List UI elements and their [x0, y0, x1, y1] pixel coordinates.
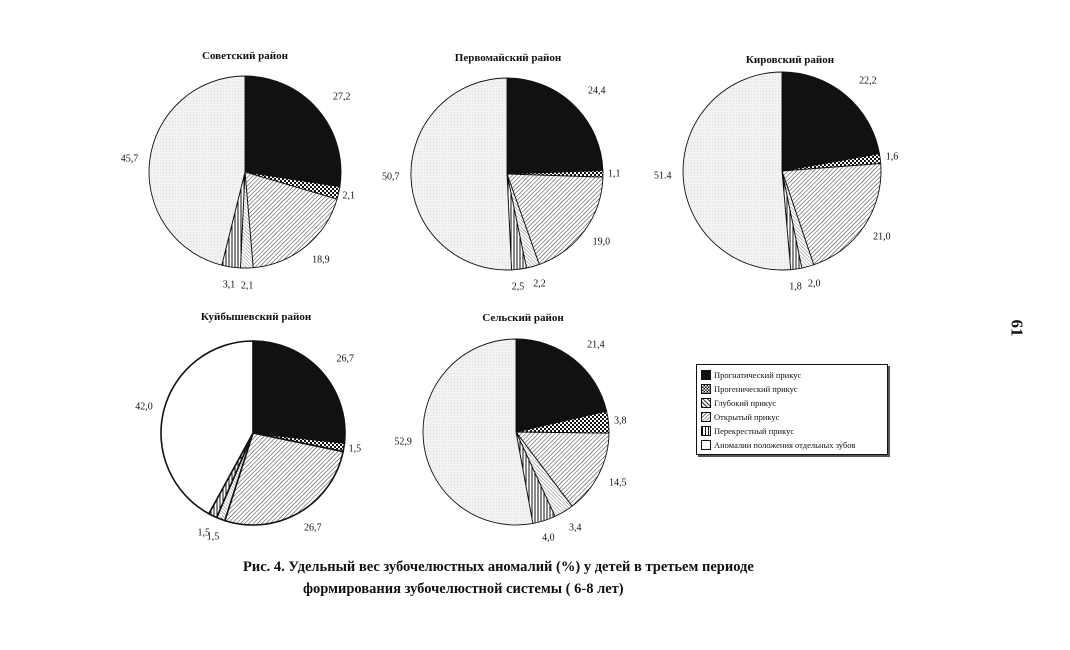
- legend-swatch-deep: [701, 398, 711, 408]
- value-label-open: 2,2: [533, 278, 546, 290]
- value-label-prognathic: 22,2: [859, 75, 877, 87]
- legend-swatch-tooth-position: [701, 440, 711, 450]
- legend-label: Прогнатический прикус: [714, 370, 802, 380]
- value-label-open: 2,0: [808, 278, 821, 290]
- value-label-tooth-position: 42,0: [135, 401, 153, 413]
- value-label-deep: 18,9: [312, 254, 330, 266]
- legend-item-progenic: [701, 382, 883, 396]
- legend-swatch-prognathic: [701, 370, 711, 380]
- value-label-tooth-position: 52,9: [394, 436, 412, 448]
- pie-slice-prognathic: [245, 76, 341, 187]
- legend-label: Перекрестный прикус: [714, 426, 795, 436]
- legend-item-prognathic: [701, 368, 883, 382]
- value-label-tooth-position: 51.4: [654, 170, 672, 182]
- chart-title-selsky: Сельский район: [482, 312, 564, 324]
- chart-title-pervomaysky: Первомайский район: [454, 52, 562, 64]
- pie-slice-tooth-position: [423, 339, 533, 525]
- chart-title-sovetsky: Советский район: [202, 50, 288, 62]
- value-label-tooth-position: 50,7: [381, 171, 400, 183]
- legend-label: Глубокий прикус: [714, 398, 776, 408]
- legend-label: Аномалии положения отдельных зубов: [714, 440, 856, 450]
- legend-item-crossbite: [701, 424, 883, 438]
- caption-line-1: Рис. 4. Удельный вес зубочелюстных аномалий (%) у детей в третьем периоде: [243, 559, 754, 575]
- legend-label: Прогенический прикус: [714, 384, 798, 394]
- value-label-progenic: 3,8: [614, 415, 627, 427]
- page-number: 61: [1007, 319, 1027, 337]
- value-label-prognathic: 27,2: [333, 91, 351, 103]
- legend-item-tooth-position: [701, 438, 883, 452]
- legend-swatch-crossbite: [701, 426, 711, 436]
- value-label-deep: 21,0: [873, 231, 891, 243]
- chart-title-kirovsky: Кировский район: [745, 54, 835, 66]
- value-label-open: 3,4: [568, 522, 582, 534]
- value-label-prognathic: 21,4: [587, 339, 605, 351]
- value-label-crossbite: 2,5: [511, 281, 525, 293]
- pie-slice-tooth-position: [411, 78, 512, 270]
- legend: [696, 364, 888, 455]
- pie-4: [423, 339, 609, 525]
- value-label-tooth-position: 45,7: [120, 153, 139, 165]
- value-label-open: 1,5: [206, 531, 220, 542]
- pie-slice-tooth-position: [683, 72, 791, 270]
- value-label-deep: 26,7: [303, 522, 322, 534]
- value-label-progenic: 1,1: [607, 168, 621, 180]
- legend-item-open: [701, 410, 883, 424]
- value-label-prognathic: 24,4: [587, 85, 606, 97]
- pie-0: [149, 76, 341, 268]
- value-label-progenic: 1,6: [885, 151, 899, 163]
- value-label-prognathic: 26,7: [336, 353, 354, 365]
- pie-3: [161, 341, 345, 525]
- value-label-progenic: 2,1: [342, 190, 356, 202]
- value-label-crossbite: 1,8: [789, 281, 802, 293]
- value-label-crossbite: 3,1: [222, 279, 236, 291]
- value-label-progenic: 1,5: [348, 443, 362, 455]
- value-label-deep: 19,0: [592, 236, 611, 248]
- caption-line-2: формирования зубочелюстной системы ( 6-8 лет): [303, 581, 624, 597]
- legend-item-deep: [701, 396, 883, 410]
- value-label-open: 2,1: [240, 280, 254, 292]
- pie-slice-prognathic: [253, 341, 345, 443]
- value-label-deep: 14,5: [609, 477, 627, 489]
- legend-label: Открытый прикус: [714, 412, 780, 422]
- pie-2: [683, 72, 881, 270]
- value-label-crossbite: 1,5: [197, 527, 211, 538]
- legend-swatch-progenic: [701, 384, 711, 394]
- legend-swatch-open: [701, 412, 711, 422]
- chart-title-kuybyshevsky: Куйбышевский район: [200, 311, 312, 323]
- pie-1: [411, 78, 603, 270]
- value-label-crossbite: 4,0: [542, 532, 555, 544]
